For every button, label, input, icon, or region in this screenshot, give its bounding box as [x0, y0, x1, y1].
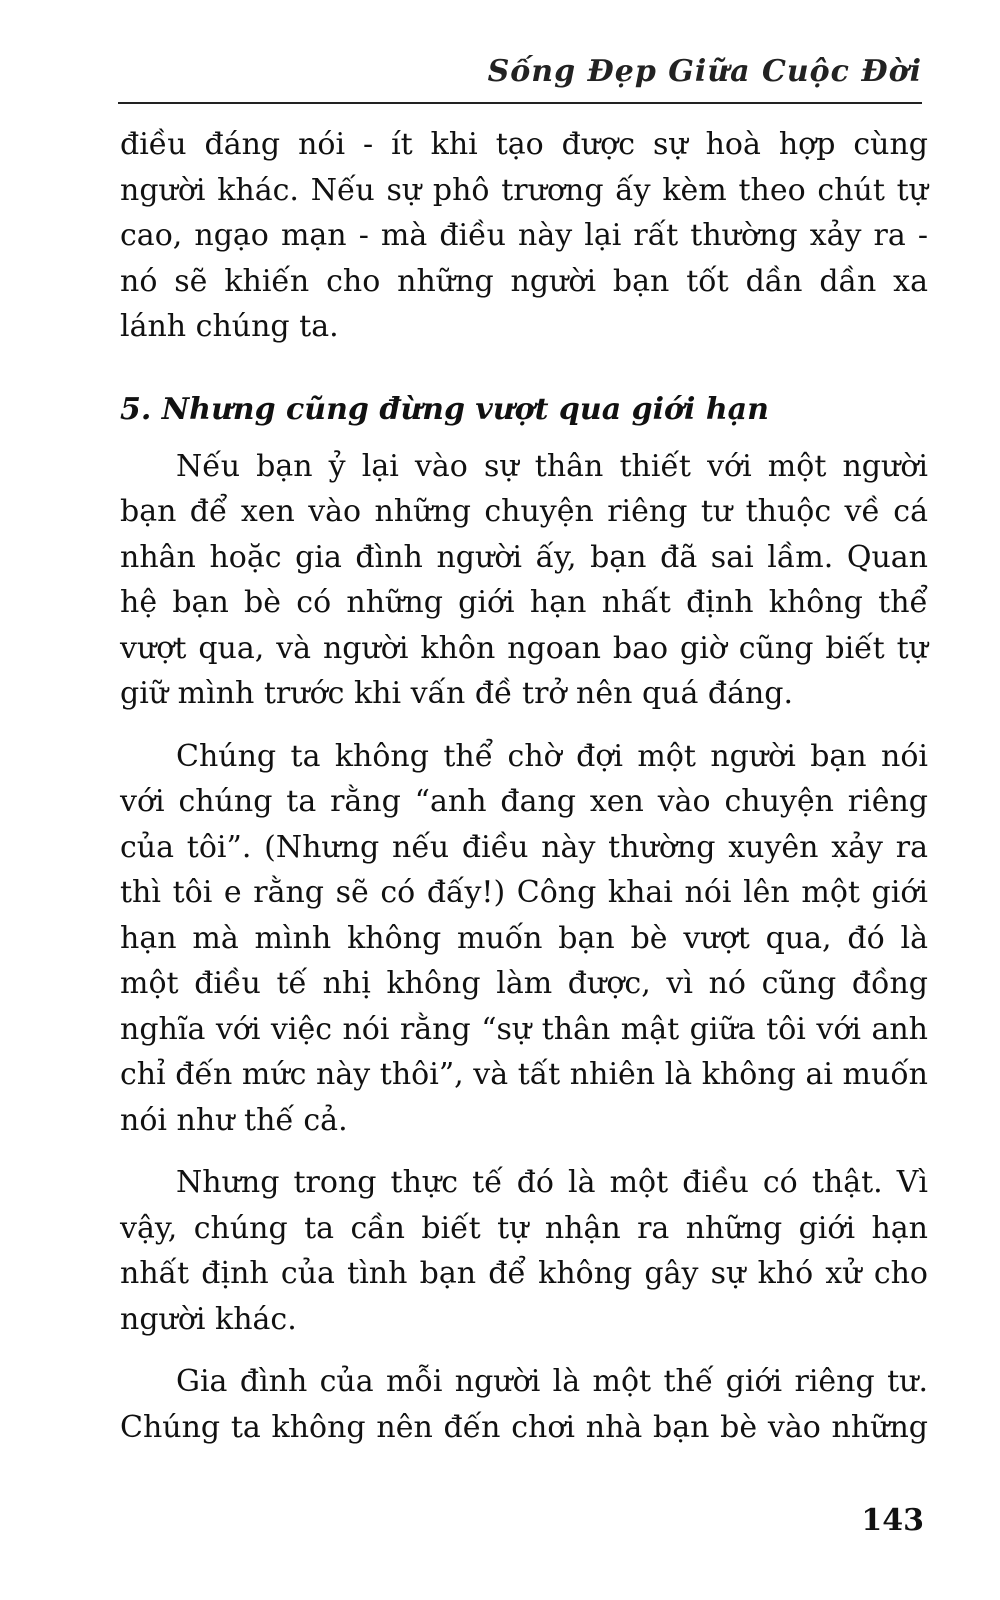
continuation-paragraph: điều đáng nói - ít khi tạo được sự hoà hợp cùng người khác. Nếu sự phô trương ấy kèm theo chút tự cao, ngạo mạn - mà điều này lại rất thường xảy ra - nó sẽ khiến cho những người bạn tốt dần dần xa lánh chúng ta. [120, 127, 928, 344]
body-paragraph: Nhưng trong thực tế đó là một điều có thật. Vì vậy, chúng ta cần biết tự nhận ra những giới hạn nhất định của tình bạn để không gây sự khó xử cho người khác. [120, 1165, 928, 1337]
body-paragraph: Gia đình của mỗi người là một thế giới riêng tư. Chúng ta không nên đến chơi nhà bạn bè vào những [120, 1364, 928, 1445]
body-paragraph: Chúng ta không thể chờ đợi một người bạn nói với chúng ta rằng “anh đang xen vào chuyện riêng của tôi”. (Nhưng nếu điều này thường xuyên xảy ra thì tôi e rằng sẽ có đấy!) Công khai nói lên một giới hạn mà mình không muốn bạn bè vượt qua, đó là một điều tế nhị không làm được, vì nó cũng đồng nghĩa với việc nói rằng “sự thân mật giữa tôi với anh chỉ đến mức này thôi”, và tất nhiên là không ai muốn nói như thế cả. [120, 738, 928, 1138]
running-header [118, 50, 922, 104]
book-title: Sống Đẹp Giữa Cuộc Đời [487, 54, 922, 89]
page-body [120, 122, 928, 1450]
body-paragraph: Nếu bạn ỷ lại vào sự thân thiết với một người bạn để xen vào những chuyện riêng tư thuộc về cá nhân hoặc gia đình người ấy, bạn đã sai lầm. Quan hệ bạn bè có những giới hạn nhất định không thể vượt qua, và người khôn ngoan bao giờ cũng biết tự giữ mình trước khi vấn đề trở nên quá đáng. [120, 448, 928, 711]
page-number: 143 [861, 1503, 924, 1538]
section-heading: 5. Nhưng cũng đừng vượt qua giới hạn [120, 391, 769, 427]
